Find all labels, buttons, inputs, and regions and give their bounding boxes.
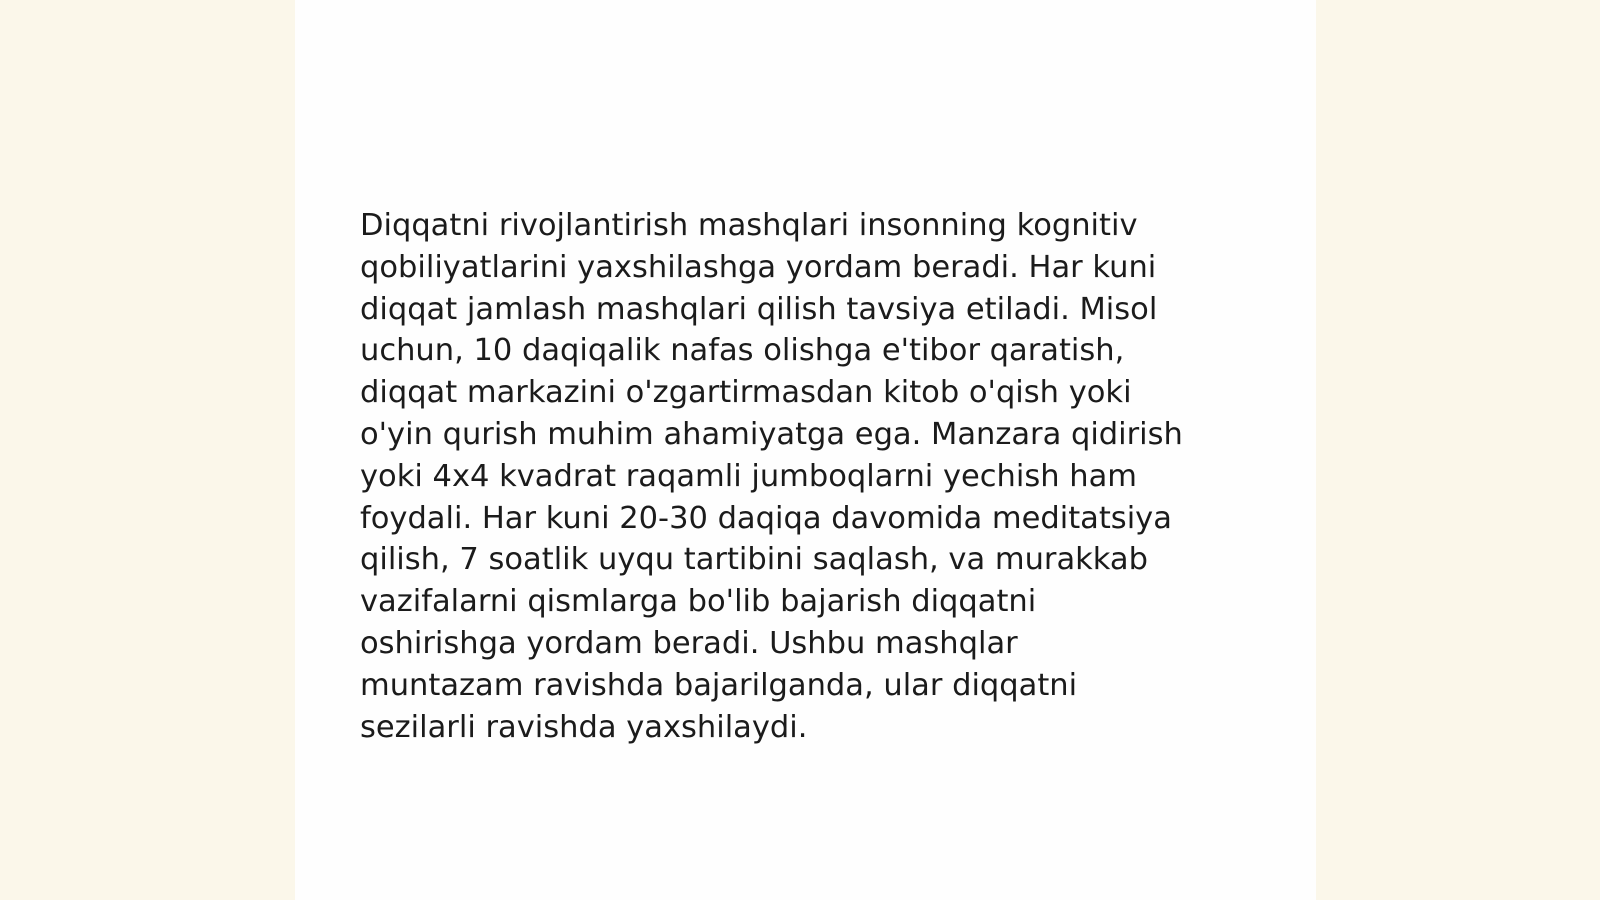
body-paragraph	[360, 205, 1260, 748]
paragraph-line: muntazam ravishda bajarilganda, ular diqqatni	[360, 667, 1078, 703]
paragraph-line: uchun, 10 daqiqalik nafas olishga e'tibor qaratish,	[360, 333, 1125, 369]
paragraph-line: foydali. Har kuni 20-30 daqiqa davomida meditatsiya	[360, 500, 1172, 536]
paragraph-line: Diqqatni rivojlantirish mashqlari insonning kognitiv	[360, 208, 1138, 243]
paragraph-line: diqqat jamlash mashqlari qilish tavsiya etiladi. Misol	[360, 291, 1158, 327]
paragraph-line: sezilarli ravishda yaxshilaydi.	[360, 709, 808, 745]
paragraph-line: o'yin qurish muhim ahamiyatga ega. Manzara qidirish	[360, 416, 1183, 452]
paragraph-line: yoki 4x4 kvadrat raqamli jumboqlarni yechish ham	[360, 458, 1137, 494]
paragraph-line: oshirishga yordam beradi. Ushbu mashqlar	[360, 625, 1018, 661]
left-margin-background	[0, 0, 295, 900]
paragraph-line: diqqat markazini o'zgartirmasdan kitob o'qish yoki	[360, 375, 1132, 411]
paragraph-line: qobiliyatlarini yaxshilashga yordam beradi. Har kuni	[360, 249, 1157, 285]
right-margin-background	[1316, 0, 1600, 900]
paragraph-line: qilish, 7 soatlik uyqu tartibini saqlash, va murakkab	[360, 542, 1148, 578]
document-page	[295, 0, 1316, 900]
paragraph-line: vazifalarni qismlarga bo'lib bajarish diqqatni	[360, 584, 1037, 620]
